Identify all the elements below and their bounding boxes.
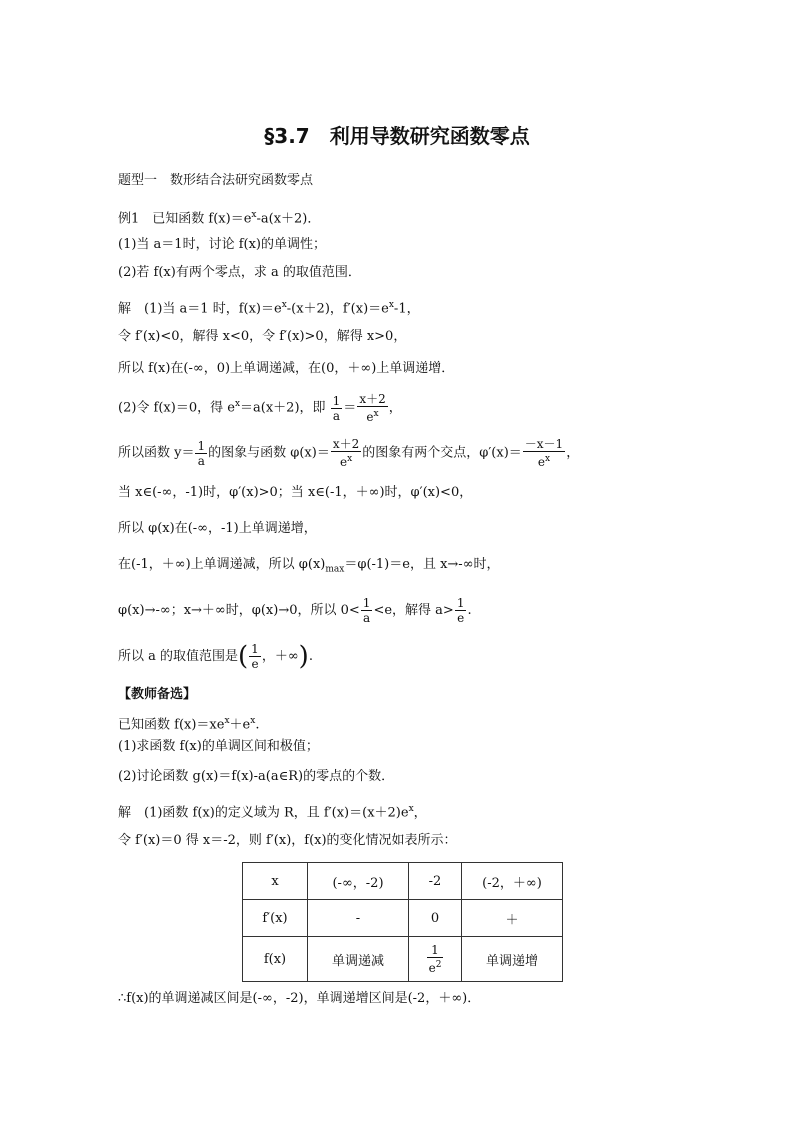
- teacher-solution-line-2: 令 f′(x)＝0 得 x＝-2，则 f′(x)，f(x)的变化情况如表所示：: [118, 833, 457, 848]
- solution-line-4: (2)令 f(x)＝0，得 $e^x=a(x+2)$，即 $\frac{1}{a}$ ＝ $\frac{x+2}{e^x}$ ，: [118, 392, 402, 424]
- fraction: $\frac{x+2}{e^x}$: [359, 392, 386, 424]
- fraction: $\frac{1}{e}$: [456, 596, 465, 625]
- table-row: f′(x) - 0 ＋: [243, 900, 563, 937]
- question-1: (1)当 a＝1时，讨论 f(x)的单调性；: [118, 237, 326, 252]
- solution-line-10: 所以 a 的取值范围是( $\frac{1}{e}$ ，＋∞).: [118, 641, 313, 672]
- conclusion-line: ∴f(x)的单调递减区间是(-∞，-2)，单调递增区间是(-2，＋∞)．: [118, 991, 481, 1006]
- fraction: $\frac{-x-1}{e^x}$: [524, 437, 564, 469]
- teacher-solution-line-1: 解 (1)函数 f(x)的定义域为 R，且 $f'(x)=(x+2)e^x$，: [118, 804, 427, 821]
- teacher-problem: 已知函数 $f(x)=xe^x+e^x$.: [118, 716, 260, 733]
- fraction: $\frac{1}{e}$: [251, 642, 259, 671]
- teacher-question-2: (2)讨论函数 g(x)＝f(x)-a(a∈R)的零点的个数．: [118, 769, 395, 784]
- solution-line-5: 所以函数 y＝ $\frac{1}{a}$ 的图象与函数 φ(x)＝ $\frac{x+2}{e^x}$ 的图象有两个交点，φ′(x)＝ $\frac{-x-1}{e^x}$ ，: [118, 437, 580, 469]
- fraction: $\frac{1}{a}$: [197, 438, 206, 468]
- solution-line-1: 解 (1)当 a＝1 时，$f(x)=e^x-(x+2)$，$f'(x)=e^x-1$，: [118, 300, 420, 317]
- question-2: (2)若 f(x)有两个零点，求 a 的取值范围．: [118, 265, 361, 280]
- page-title: §3.7 利用导数研究函数零点: [264, 124, 530, 148]
- solution-line-8: 在(-1，＋∞)上单调递减，所以 $\varphi(x)_{max}=\varphi(-1)=e$，且 x→-∞时，: [118, 557, 500, 575]
- example-1-statement: 例1 已知函数 $f(x)=e^x-a(x+2)$．: [118, 210, 321, 227]
- fraction: $\frac{1}{a}$: [362, 596, 371, 625]
- solution-line-3: 所以 f(x)在(-∞，0)上单调递减，在(0，＋∞)上单调递增．: [118, 361, 455, 376]
- solution-line-9: φ(x)→-∞；x→＋∞时，φ(x)→0，所以 0< $\frac{1}{a}$ <e，解得 a> $\frac{1}{e}$ .: [118, 596, 472, 625]
- solution-line-6: 当 x∈(-∞，-1)时，φ′(x)>0；当 x∈(-1，＋∞)时，φ′(x)<0，: [118, 485, 473, 500]
- fraction: $\frac{1}{a}$: [332, 393, 341, 423]
- solution-line-7: 所以 φ(x)在(-∞，-1)上单调递增，: [118, 521, 317, 536]
- solution-line-2: 令 f′(x)<0，解得 x<0，令 f′(x)>0，解得 x>0，: [118, 329, 407, 344]
- section-heading: 题型一 数形结合法研究函数零点: [118, 173, 314, 188]
- variation-table: [242, 862, 563, 982]
- table-row: x (-∞，-2) -2 (-2，＋∞): [243, 863, 563, 900]
- fraction: $\frac{1}{e^2}$: [428, 943, 442, 975]
- table-row: f(x) 单调递减 $\frac{1}{e^2}$ 单调递增: [243, 937, 563, 982]
- fraction: $\frac{x+2}{e^x}$: [332, 437, 360, 469]
- teacher-selection-label: 【教师备选】: [118, 687, 197, 702]
- teacher-question-1: (1)求函数 f(x)的单调区间和极值；: [118, 739, 319, 754]
